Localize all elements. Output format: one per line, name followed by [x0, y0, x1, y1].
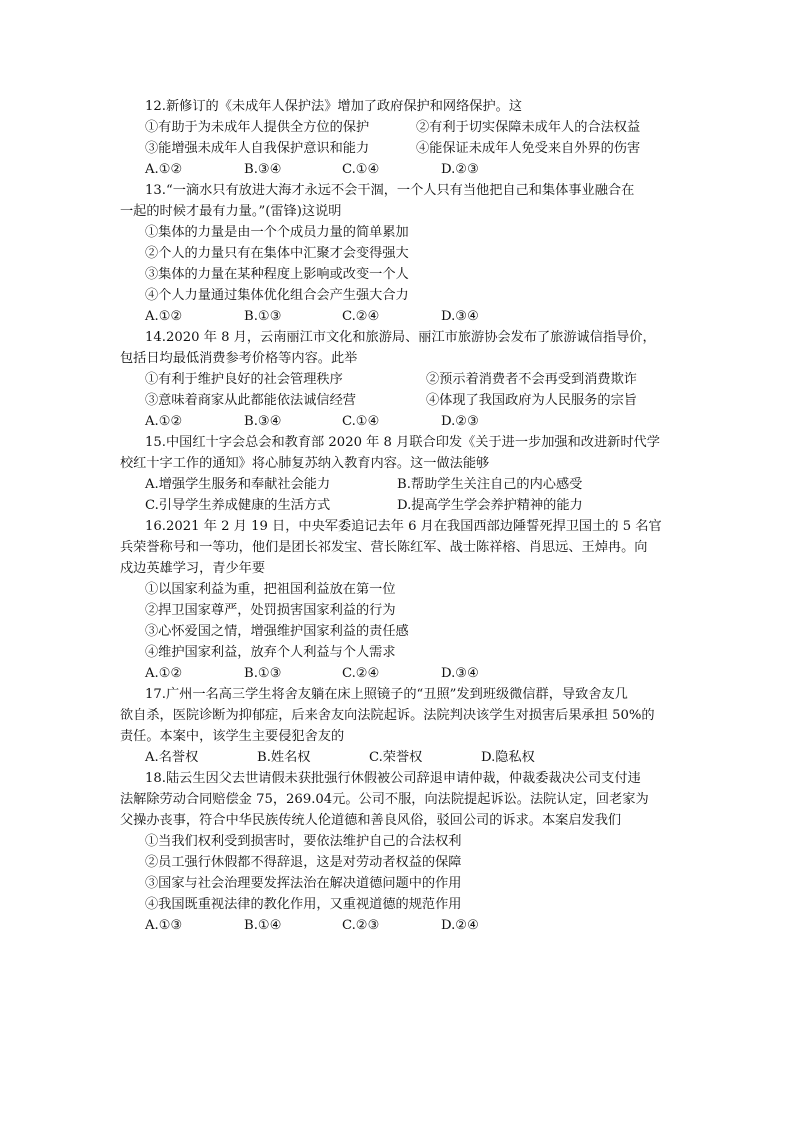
q15-stem-line-2: 校红十字工作的通知》将心肺复苏纳入教育内容。这一做法能够	[120, 456, 490, 471]
q17-answer-a: A.名誉权	[145, 750, 199, 765]
q17-answer-c: C.荣誉权	[369, 750, 423, 765]
q13-answer-d: D.③④	[441, 309, 479, 324]
q14-option-4: ④体现了我国政府为人民服务的宗旨	[426, 393, 637, 408]
q14-answer-d: D.②③	[441, 414, 479, 429]
q15-answer-c: C.引导学生养成健康的生活方式	[145, 498, 331, 513]
q17-answer-d: D.隐私权	[481, 750, 535, 765]
q18-stem-line-2: 法解除劳动合同赔偿金 75，269.04元。公司不服，向法院提起诉讼。法院认定，回老家为	[120, 792, 649, 807]
q14-option-1: ①有利于维护良好的社会管理秩序	[145, 372, 343, 387]
q13-option-1: ①集体的力量是由一个个成员力量的简单累加	[145, 225, 409, 240]
q17-stem-line-2: 欲自杀，医院诊断为抑郁症，后来舍友向法院起诉。法院判决该学生对损害后果承担 50%的	[120, 708, 655, 723]
q17-answer-b: B.姓名权	[257, 750, 311, 765]
q18-answer-d: D.②④	[441, 918, 479, 933]
q14-answer-b: B.③④	[244, 414, 282, 429]
q14-answer-a: A.①②	[145, 414, 183, 429]
q12-option-4: ④能保证未成年人免受来自外界的伤害	[416, 141, 641, 156]
q15-answer-b: B.帮助学生关注自己的内心感受	[397, 477, 583, 492]
q16-option-2: ②捍卫国家尊严，处罚损害国家利益的行为	[145, 603, 396, 618]
q13-stem-line-1: 13.“一滴水只有放进大海才永远不会干涸，一个人只有当他把自己和集体事业融合在	[145, 183, 635, 198]
q16-option-1: ①以国家利益为重，把祖国利益放在第一位	[145, 582, 396, 597]
q14-stem-line-2: 包括日均最低消费参考价格等内容。此举	[120, 351, 358, 366]
q16-answer-b: B.①③	[244, 666, 282, 681]
q15-answer-a: A.增强学生服务和奉献社会能力	[145, 477, 331, 492]
q16-option-4: ④维护国家利益，放弃个人利益与个人需求	[145, 645, 396, 660]
q16-answer-d: D.③④	[441, 666, 479, 681]
q18-option-1: ①当我们权利受到损害时，要依法维护自己的合法权利	[145, 834, 462, 849]
q14-stem-line-1: 14.2020 年 8 月，云南丽江市文化和旅游局、丽江市旅游协会发布了旅游诚信指导价，	[145, 330, 656, 345]
q16-stem-line-1: 16.2021 年 2 月 19 日，中央军委追记去年 6 月在我国西部边陲誓死捍卫国土的 5 名官	[145, 519, 662, 534]
q12-option-2: ②有利于切实保障未成年人的合法权益	[416, 120, 641, 135]
q18-option-3: ③国家与社会治理要发挥法治在解决道德问题中的作用	[145, 876, 462, 891]
q13-answer-a: A.①②	[145, 309, 183, 324]
q18-answer-c: C.②③	[342, 918, 380, 933]
q18-option-2: ②员工强行休假都不得辞退，这是对劳动者权益的保障	[145, 855, 462, 870]
q13-option-4: ④个人力量通过集体优化组合会产生强大合力	[145, 288, 409, 303]
q14-option-2: ②预示着消费者不会再受到消费欺诈	[426, 372, 637, 387]
q16-answer-c: C.②④	[342, 666, 380, 681]
q18-answer-a: A.①③	[145, 918, 183, 933]
q18-stem-line-1: 18.陆云生因父去世请假未获批强行休假被公司辞退申请仲裁，仲裁委裁决公司支付违	[145, 771, 641, 786]
q12-answer-a: A.①②	[145, 162, 183, 177]
q12-answer-d: D.②③	[441, 162, 479, 177]
q18-option-4: ④我国既重视法律的教化作用，又重视道德的规范作用	[145, 897, 462, 912]
q13-answer-c: C.②④	[342, 309, 380, 324]
q16-option-3: ③心怀爱国之情，增强维护国家利益的责任感	[145, 624, 409, 639]
q12-stem-line-1: 12.新修订的《未成年人保护法》增加了政府保护和网络保护。这	[145, 99, 523, 114]
q16-stem-line-2: 兵荣誉称号和一等功，他们是团长祁发宝、营长陈红军、战士陈祥榕、肖思远、王焯冉。向	[120, 540, 648, 555]
q17-stem-line-1: 17.广州一名高三学生将舍友躺在床上照镜子的“丑照”发到班级微信群，导致舍友几	[145, 687, 628, 702]
q12-option-3: ③能增强未成年人自我保护意识和能力	[145, 141, 370, 156]
q12-answer-b: B.③④	[244, 162, 282, 177]
q15-stem-line-1: 15.中国红十字会总会和教育部 2020 年 8 月联合印发《关于进一步加强和改进新时代学	[145, 435, 660, 450]
q16-answer-a: A.①②	[145, 666, 183, 681]
q12-answer-c: C.①④	[342, 162, 380, 177]
q18-answer-b: B.①④	[244, 918, 282, 933]
q13-option-3: ③集体的力量在某种程度上影响或改变一个人	[145, 267, 409, 282]
q18-stem-line-3: 父操办丧事，符合中华民族传统人伦道德和善良风俗，驳回公司的诉求。本案启发我们	[120, 813, 622, 828]
q14-answer-c: C.①④	[342, 414, 380, 429]
q17-stem-line-3: 责任。本案中，该学生主要侵犯舍友的	[120, 729, 345, 744]
q13-answer-b: B.①③	[244, 309, 282, 324]
q14-option-3: ③意味着商家从此都能依法诚信经营	[145, 393, 356, 408]
q13-stem-line-2: 一起的时候才最有力量。”(雷锋)这说明	[120, 204, 342, 219]
q12-option-1: ①有助于为未成年人提供全方位的保护	[145, 120, 370, 135]
q15-answer-d: D.提高学生学会养护精神的能力	[397, 498, 583, 513]
q16-stem-line-3: 戍边英雄学习，青少年要	[120, 561, 266, 576]
q13-option-2: ②个人的力量只有在集体中汇聚才会变得强大	[145, 246, 409, 261]
